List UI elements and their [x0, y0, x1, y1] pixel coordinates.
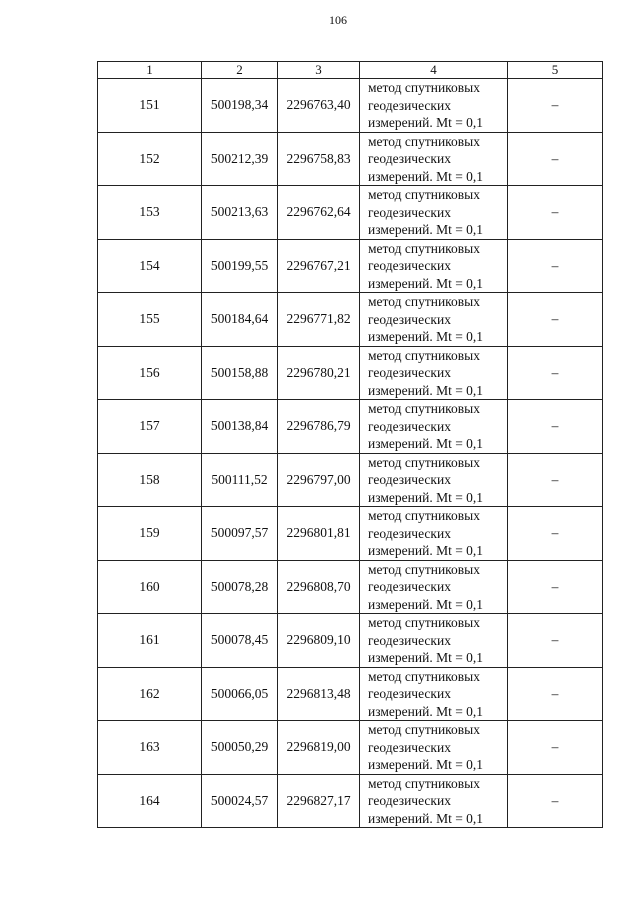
method-cell: метод спутниковых геодезических измерений. Mt = 0,1	[360, 186, 508, 240]
y-coordinate-cell: 2296758,83	[278, 132, 360, 186]
table-row	[98, 614, 603, 668]
y-coordinate-cell: 2296827,17	[278, 774, 360, 828]
y-coordinate-cell: 2296771,82	[278, 293, 360, 347]
x-coordinate-cell: 500212,39	[202, 132, 278, 186]
y-coordinate-cell: 2296762,64	[278, 186, 360, 240]
table-body	[98, 79, 603, 828]
y-coordinate-cell: 2296780,21	[278, 346, 360, 400]
point-number-cell: 160	[98, 560, 202, 614]
method-cell: метод спутниковых геодезических измерений. Mt = 0,1	[360, 507, 508, 561]
note-cell: –	[508, 239, 603, 293]
column-header-2: 2	[202, 62, 278, 79]
x-coordinate-cell: 500097,57	[202, 507, 278, 561]
table-row	[98, 400, 603, 454]
note-cell: –	[508, 453, 603, 507]
note-cell: –	[508, 774, 603, 828]
method-cell: метод спутниковых геодезических измерений. Mt = 0,1	[360, 79, 508, 133]
table-row	[98, 721, 603, 775]
x-coordinate-cell: 500184,64	[202, 293, 278, 347]
method-cell: метод спутниковых геодезических измерений. Mt = 0,1	[360, 721, 508, 775]
table-row	[98, 132, 603, 186]
x-coordinate-cell: 500138,84	[202, 400, 278, 454]
point-number-cell: 162	[98, 667, 202, 721]
x-coordinate-cell: 500213,63	[202, 186, 278, 240]
method-cell: метод спутниковых геодезических измерений. Mt = 0,1	[360, 774, 508, 828]
y-coordinate-cell: 2296809,10	[278, 614, 360, 668]
table-row	[98, 346, 603, 400]
note-cell: –	[508, 186, 603, 240]
y-coordinate-cell: 2296801,81	[278, 507, 360, 561]
note-cell: –	[508, 721, 603, 775]
note-cell: –	[508, 293, 603, 347]
table-row	[98, 186, 603, 240]
column-header-4: 4	[360, 62, 508, 79]
method-cell: метод спутниковых геодезических измерений. Mt = 0,1	[360, 346, 508, 400]
method-cell: метод спутниковых геодезических измерений. Mt = 0,1	[360, 239, 508, 293]
method-cell: метод спутниковых геодезических измерений. Mt = 0,1	[360, 667, 508, 721]
point-number-cell: 161	[98, 614, 202, 668]
table-row	[98, 79, 603, 133]
header-row	[98, 62, 603, 79]
point-number-cell: 154	[98, 239, 202, 293]
method-cell: метод спутниковых геодезических измерений. Mt = 0,1	[360, 132, 508, 186]
y-coordinate-cell: 2296813,48	[278, 667, 360, 721]
x-coordinate-cell: 500024,57	[202, 774, 278, 828]
x-coordinate-cell: 500158,88	[202, 346, 278, 400]
note-cell: –	[508, 507, 603, 561]
x-coordinate-cell: 500111,52	[202, 453, 278, 507]
table-row	[98, 507, 603, 561]
x-coordinate-cell: 500050,29	[202, 721, 278, 775]
table-row	[98, 293, 603, 347]
note-cell: –	[508, 346, 603, 400]
note-cell: –	[508, 560, 603, 614]
point-number-cell: 158	[98, 453, 202, 507]
note-cell: –	[508, 400, 603, 454]
x-coordinate-cell: 500078,45	[202, 614, 278, 668]
table-row	[98, 774, 603, 828]
x-coordinate-cell: 500199,55	[202, 239, 278, 293]
x-coordinate-cell: 500198,34	[202, 79, 278, 133]
point-number-cell: 151	[98, 79, 202, 133]
column-header-1: 1	[98, 62, 202, 79]
point-number-cell: 156	[98, 346, 202, 400]
x-coordinate-cell: 500078,28	[202, 560, 278, 614]
column-header-3: 3	[278, 62, 360, 79]
note-cell: –	[508, 132, 603, 186]
point-number-cell: 153	[98, 186, 202, 240]
y-coordinate-cell: 2296808,70	[278, 560, 360, 614]
point-number-cell: 152	[98, 132, 202, 186]
method-cell: метод спутниковых геодезических измерений. Mt = 0,1	[360, 400, 508, 454]
table-row	[98, 239, 603, 293]
method-cell: метод спутниковых геодезических измерений. Mt = 0,1	[360, 293, 508, 347]
coordinates-table	[97, 61, 603, 828]
y-coordinate-cell: 2296763,40	[278, 79, 360, 133]
method-cell: метод спутниковых геодезических измерений. Mt = 0,1	[360, 560, 508, 614]
table-row	[98, 560, 603, 614]
point-number-cell: 163	[98, 721, 202, 775]
y-coordinate-cell: 2296797,00	[278, 453, 360, 507]
point-number-cell: 155	[98, 293, 202, 347]
y-coordinate-cell: 2296767,21	[278, 239, 360, 293]
method-cell: метод спутниковых геодезических измерений. Mt = 0,1	[360, 453, 508, 507]
note-cell: –	[508, 667, 603, 721]
y-coordinate-cell: 2296786,79	[278, 400, 360, 454]
y-coordinate-cell: 2296819,00	[278, 721, 360, 775]
method-cell: метод спутниковых геодезических измерений. Mt = 0,1	[360, 614, 508, 668]
point-number-cell: 159	[98, 507, 202, 561]
x-coordinate-cell: 500066,05	[202, 667, 278, 721]
table-row	[98, 667, 603, 721]
table-header	[98, 62, 603, 79]
page-number: 106	[329, 13, 347, 27]
column-header-5: 5	[508, 62, 603, 79]
note-cell: –	[508, 614, 603, 668]
point-number-cell: 164	[98, 774, 202, 828]
table-row	[98, 453, 603, 507]
note-cell: –	[508, 79, 603, 133]
point-number-cell: 157	[98, 400, 202, 454]
